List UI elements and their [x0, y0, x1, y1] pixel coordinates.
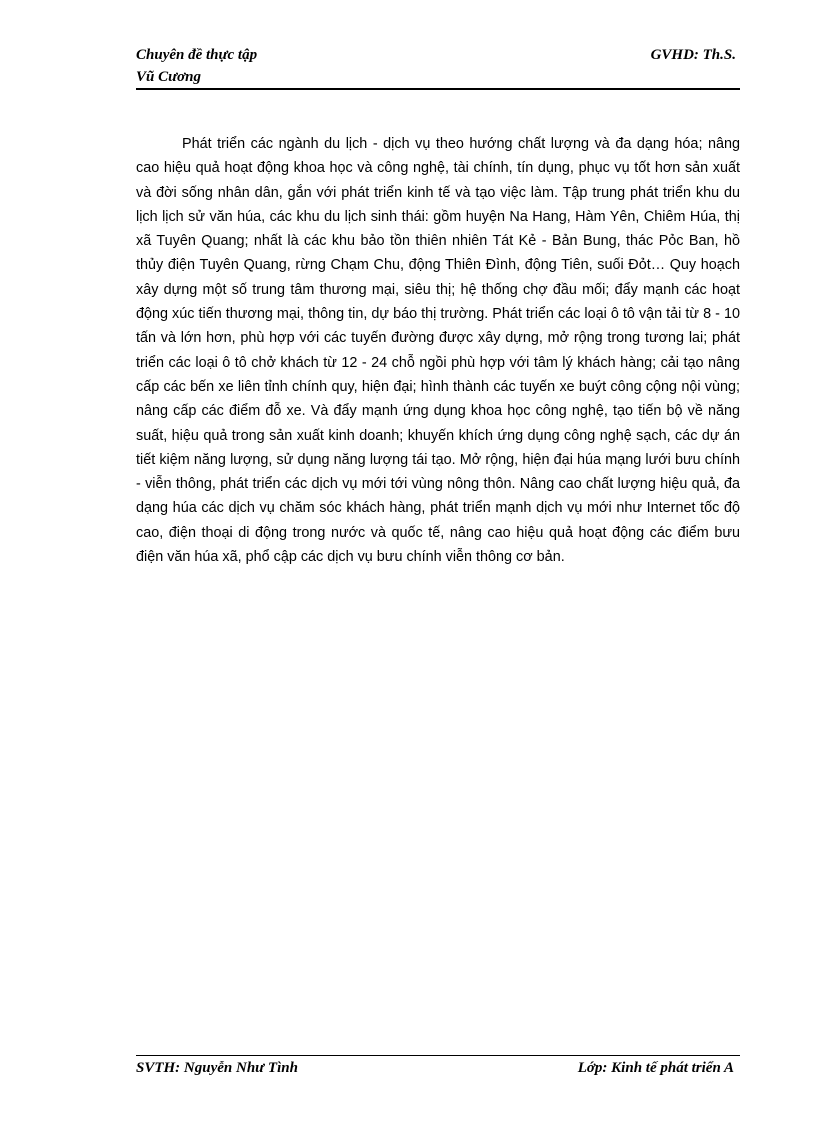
- header-supervisor: GVHD: Th.S.: [650, 47, 736, 63]
- page-header: [136, 44, 740, 88]
- body-paragraph: Phát triển các ngành du lịch - dịch vụ theo hướng chất lượng và đa dạng hóa; nâng cao hiệu quả hoạt động khoa học và công nghệ, tài chính, tín dụng, phục vụ tốt hơn sản xuất và đời sống nhân dân, gắn với phát triển kinh tế và tạo việc làm. Tập trung phát triển khu du lịch lịch sử văn húa, các khu du lịch sinh thái: gồm huyện Na Hang, Hàm Yên, Chiêm Húa, thị xã Tuyên Quang; nhất là các khu bảo tồn thiên nhiên Tát Kẻ - Bản Bung, thác Pỏc Ban, hồ thủy điện Tuyên Quang, rừng Chạm Chu, động Thiên Đình, động Tiên, suối Đỏt… Quy hoạch xây dựng một số trung tâm thương mại, siêu thị; hệ thống chợ đầu mối; đẩy mạnh các hoạt động xúc tiến thương mại, thông tin, dự báo thị trường. Phát triển các loại ô tô vận tải từ 8 - 10 tấn và lớn hơn, phù hợp với các tuyến đường được xây dựng, mở rộng trong tương lai; phát triển các loại ô tô chở khách từ 12 - 24 chỗ ngồi phù hợp với tâm lý khách hàng; cải tạo nâng cấp các bến xe liên tỉnh chính quy, hiện đại; hình thành các tuyến xe buýt công cộng nội vùng; nâng cấp các điểm đỗ xe. Và đẩy mạnh ứng dụng khoa học công nghệ, tạo tiến bộ về năng suất, hiệu quả trong sản xuất kinh doanh; khuyến khích ứng dụng công nghệ sạch, các dự án tiết kiệm năng lượng, sử dụng năng lượng tái tạo. Mở rộng, hiện đại húa mạng lưới bưu chính - viễn thông, phát triển các dịch vụ mới tới vùng nông thôn. Nâng cao chất lượng hiệu quả, đa dạng húa các dịch vụ chăm sóc khách hàng, phát triển mạnh dịch vụ mới như Internet tốc độ cao, điện thoại di động trong nước và quốc tế, nâng cao hiệu quả hoạt động các điểm bưu điện văn húa xã, phổ cập các dịch vụ bưu chính viễn thông cơ bản.: [136, 136, 740, 566]
- footer-class: Lớp: Kinh tế phát triển A: [577, 1060, 734, 1076]
- header-topic: Chuyên đề thực tập: [136, 47, 258, 63]
- page-footer: [136, 1058, 740, 1078]
- header-row-1: [136, 44, 740, 66]
- footer-student: SVTH: Nguyễn Như Tình: [136, 1060, 298, 1076]
- header-supervisor-name: Vũ Cương: [136, 69, 201, 85]
- header-row-2: [136, 66, 740, 88]
- footer-divider: [136, 1055, 740, 1056]
- header-divider: [136, 88, 740, 90]
